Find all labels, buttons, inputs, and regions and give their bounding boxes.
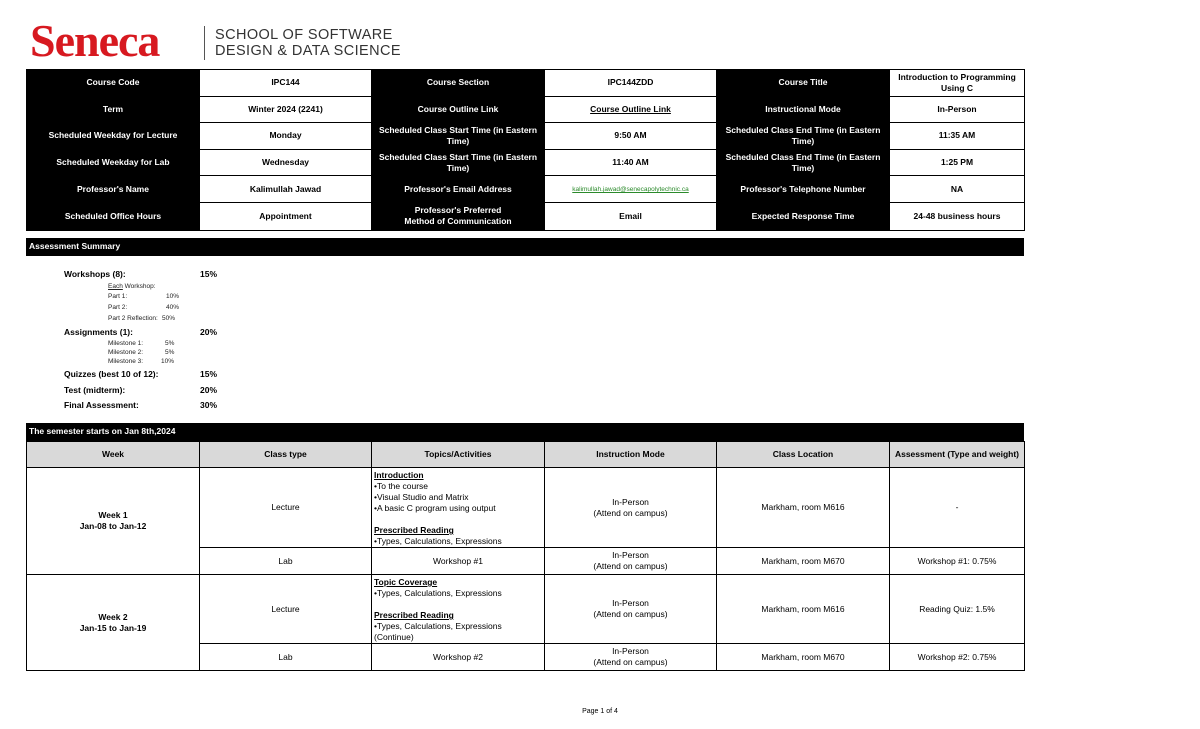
week1-topic-item: •A basic C program using output (374, 503, 496, 513)
course-code: IPC144 (200, 70, 372, 97)
week2-reading-item: •Types, Calculations, Expressions (Continue) (374, 621, 502, 642)
week2-lecture-location: Markham, room M616 (717, 575, 890, 644)
lab-start: 11:40 AM (545, 149, 717, 176)
course-section-label: Course Section (372, 70, 545, 97)
info-row (27, 176, 1025, 203)
week1-reading-item: •Types, Calculations, Expressions (374, 536, 502, 546)
milestone3-label: Milestone 3: (108, 358, 144, 365)
mode-line1: In-Person (612, 646, 649, 656)
week2-lecture-mode (545, 575, 717, 644)
response-label: Expected Response Time (717, 202, 890, 230)
page-number: Page 1 of 4 (582, 708, 618, 715)
week2-lab-mode (545, 644, 717, 671)
week1-lecture-mode (545, 468, 717, 548)
milestone2-label: Milestone 2: (108, 349, 144, 356)
prof-email-cell (545, 176, 717, 203)
week1-lab-assessment: Workshop #1: 0.75% (890, 548, 1025, 575)
ws-part1-label: Part 1: (108, 293, 128, 300)
schedule-table (26, 441, 1025, 671)
lab-day-label: Scheduled Weekday for Lab (27, 149, 200, 176)
week1-topic-item: •Visual Studio and Matrix (374, 492, 469, 502)
week2-name: Week 2 (98, 611, 128, 622)
lab-end-label: Scheduled Class End Time (in Eastern Time) (717, 149, 890, 176)
week2-topic-heading: Topic Coverage (374, 577, 438, 587)
seneca-logo: Seneca (30, 15, 160, 66)
week1-lecture-type: Lecture (200, 468, 372, 548)
assignments-label: Assignments (1): (64, 327, 133, 337)
lecture-start-label: Scheduled Class Start Time (in Eastern Time) (372, 123, 545, 150)
assessment-summary-header: Assessment Summary (26, 238, 1024, 256)
week1-lab-location: Markham, room M670 (717, 548, 890, 575)
prof-phone: NA (890, 176, 1025, 203)
logo-divider (204, 26, 205, 60)
info-row (27, 123, 1025, 150)
week1-topic-item: •To the course (374, 481, 429, 491)
prof-phone-label: Professor's Telephone Number (717, 176, 890, 203)
comm-label (372, 202, 545, 230)
prof-email-label: Professor's Email Address (372, 176, 545, 203)
week1-lecture-assessment: - (890, 468, 1025, 548)
week2-lab-topic: Workshop #2 (372, 644, 545, 671)
table-row (27, 575, 1025, 644)
term: Winter 2024 (2241) (200, 96, 372, 123)
lecture-day: Monday (200, 123, 372, 150)
week1-topic-heading: Introduction (374, 470, 424, 480)
week1-reading-heading: Prescribed Reading (374, 525, 454, 535)
ws-reflection-value: 50% (162, 315, 176, 322)
course-outline-link[interactable]: Course Outline Link (590, 103, 671, 114)
course-section: IPC144ZDD (545, 70, 717, 97)
mode-line2: (Attend on campus) (593, 609, 668, 619)
week1-lab-mode (545, 548, 717, 575)
school-name-line2: DESIGN & DATA SCIENCE (215, 43, 401, 59)
response-time: 24-48 business hours (890, 202, 1025, 230)
workshops-label: Workshops (8): (64, 269, 126, 279)
lecture-day-label: Scheduled Weekday for Lecture (27, 123, 200, 150)
lecture-start: 9:50 AM (545, 123, 717, 150)
comm-label-line1: Professor's Preferred (414, 205, 502, 216)
milestone1-label: Milestone 1: (108, 340, 144, 347)
week1-cell (27, 468, 200, 575)
ws-reflection-label: Part 2 Reflection: (108, 315, 158, 322)
final-value: 30% (200, 400, 218, 410)
lecture-end: 11:35 AM (890, 123, 1025, 150)
quizzes-value: 15% (200, 369, 218, 379)
lab-start-label: Scheduled Class Start Time (in Eastern Time) (372, 149, 545, 176)
school-name-line1: SCHOOL OF SOFTWARE (215, 27, 393, 43)
mode-line2: (Attend on campus) (593, 657, 668, 667)
week2-lecture-type: Lecture (200, 575, 372, 644)
week2-lecture-assessment: Reading Quiz: 1.5% (890, 575, 1025, 644)
week2-lab-location: Markham, room M670 (717, 644, 890, 671)
week2-lab-assessment: Workshop #2: 0.75% (890, 644, 1025, 671)
test-value: 20% (200, 385, 218, 395)
prof-name: Kalimullah Jawad (200, 176, 372, 203)
school-name (215, 27, 401, 59)
outline-label: Course Outline Link (372, 96, 545, 123)
week2-lab-type: Lab (200, 644, 372, 671)
final-label: Final Assessment: (64, 400, 139, 410)
info-row (27, 70, 1025, 97)
col-class-type: Class type (200, 442, 372, 468)
mode-line1: In-Person (612, 550, 649, 560)
term-label: Term (27, 96, 200, 123)
each-suffix: Workshop: (122, 283, 156, 290)
week2-reading-heading: Prescribed Reading (374, 610, 454, 620)
mode-line2: (Attend on campus) (593, 561, 668, 571)
lab-end: 1:25 PM (890, 149, 1025, 176)
week1-lab-type: Lab (200, 548, 372, 575)
lecture-end-label: Scheduled Class End Time (in Eastern Time) (717, 123, 890, 150)
assignments-value: 20% (200, 327, 218, 337)
course-title: Introduction to Programming Using C (890, 70, 1025, 97)
mode-line1: In-Person (612, 598, 649, 608)
col-mode: Instruction Mode (545, 442, 717, 468)
course-info-table (26, 69, 1025, 231)
week2-lecture-topics (372, 575, 545, 644)
course-title-label: Course Title (717, 70, 890, 97)
spacer (374, 599, 542, 610)
prof-email-link[interactable]: kalimullah.jawad@senecapolytechnic.ca (572, 186, 689, 194)
quizzes-label: Quizzes (best 10 of 12): (64, 369, 159, 379)
office-hours: Appointment (200, 202, 372, 230)
ws-part1-value: 10% (166, 293, 180, 300)
spacer (374, 514, 542, 525)
col-topics: Topics/Activities (372, 442, 545, 468)
week1-name: Week 1 (98, 510, 128, 520)
prof-name-label: Professor's Name (27, 176, 200, 203)
comm-method: Email (545, 202, 717, 230)
week1-lecture-location: Markham, room M616 (717, 468, 890, 548)
semester-start-header: The semester starts on Jan 8th,2024 (26, 423, 1024, 441)
milestone3-value: 10% (161, 358, 175, 365)
milestone2-value: 5% (165, 349, 175, 356)
week1-lecture-topics (372, 468, 545, 548)
week1-lab-topic: Workshop #1 (372, 548, 545, 575)
week2-cell (27, 575, 200, 671)
milestone1-value: 5% (165, 340, 175, 347)
comm-label-line2: Method of Communication (404, 216, 512, 227)
schedule-header-row (27, 442, 1025, 468)
week1-dates: Jan-08 to Jan-12 (79, 521, 147, 531)
mode-line2: (Attend on campus) (593, 507, 668, 518)
course-code-label: Course Code (27, 70, 200, 97)
each-word: Each (108, 283, 123, 290)
lab-day: Wednesday (200, 149, 372, 176)
info-row (27, 149, 1025, 176)
col-location: Class Location (717, 442, 890, 468)
office-hours-label: Scheduled Office Hours (27, 202, 200, 230)
instructional-mode: In-Person (890, 96, 1025, 123)
col-week: Week (27, 442, 200, 468)
ws-part2-value: 40% (166, 304, 180, 311)
mode-label: Instructional Mode (717, 96, 890, 123)
info-row (27, 96, 1025, 123)
test-label: Test (midterm): (64, 385, 126, 395)
mode-line1: In-Person (612, 496, 649, 507)
table-row (27, 468, 1025, 548)
col-assessment: Assessment (Type and weight) (890, 442, 1025, 468)
outline-cell (545, 96, 717, 123)
info-row (27, 202, 1025, 230)
each-workshop-label (108, 283, 156, 290)
ws-part2-label: Part 2: (108, 304, 128, 311)
workshops-value: 15% (200, 269, 218, 279)
week2-dates: Jan-15 to Jan-19 (79, 622, 147, 633)
week2-topic-item: •Types, Calculations, Expressions (374, 588, 502, 598)
